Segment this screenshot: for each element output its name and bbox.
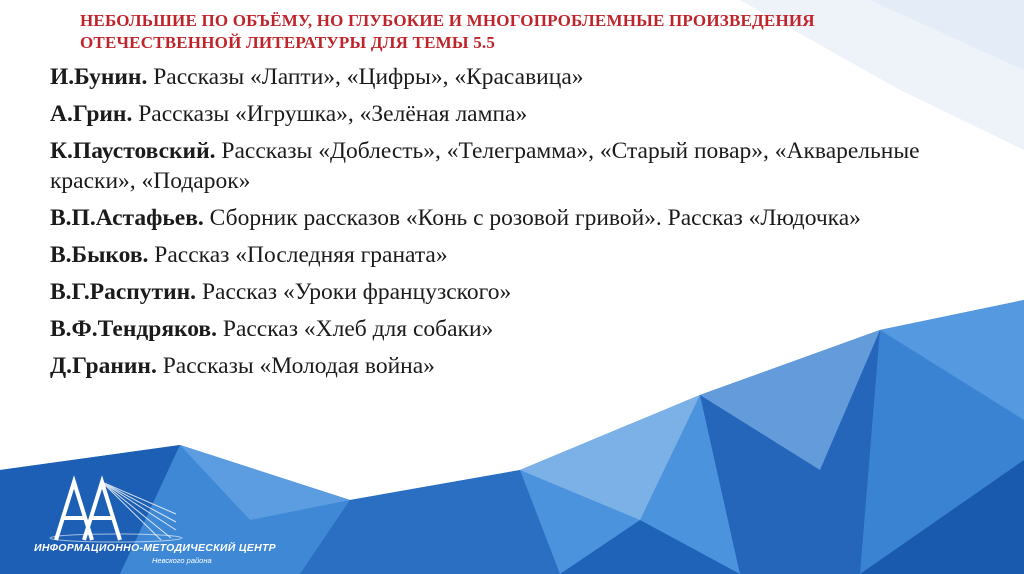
author-name: В.Г.Распутин. <box>50 279 197 305</box>
author-name: В.П.Астафьев. <box>50 205 204 231</box>
title-line-2: ОТЕЧЕСТВЕННОЙ ЛИТЕРАТУРЫ ДЛЯ ТЕМЫ 5.5 <box>80 33 496 52</box>
imc-logo <box>28 474 298 569</box>
logo-mark-icon <box>46 474 186 544</box>
list-item <box>50 351 980 381</box>
list-item <box>50 136 980 196</box>
author-name: И.Бунин. <box>50 64 148 90</box>
title-line-1: НЕБОЛЬШИЕ ПО ОБЪЁМУ, НО ГЛУБОКИЕ И МНОГОПРОБЛЕМНЫЕ ПРОИЗВЕДЕНИЯ <box>80 11 815 30</box>
author-name: Д.Гранин. <box>50 353 157 379</box>
logo-sub-text: Невского района <box>152 556 212 565</box>
works-text: Рассказ «Уроки французского» <box>196 279 512 305</box>
list-item <box>50 99 980 129</box>
list-item <box>50 277 980 307</box>
works-text: Рассказ «Последняя граната» <box>148 242 448 268</box>
list-item <box>50 314 980 344</box>
list-item <box>50 240 980 270</box>
list-item <box>50 62 980 92</box>
list-item <box>50 203 980 233</box>
works-text: Рассказы «Игрушка», «Зелёная лампа» <box>132 101 528 127</box>
slide-title <box>80 10 1000 54</box>
works-text: Рассказы «Молодая война» <box>156 353 435 379</box>
works-list <box>50 62 980 388</box>
works-text: Рассказ «Хлеб для собаки» <box>217 316 494 342</box>
author-name: К.Паустовский. <box>50 138 216 164</box>
works-text: Рассказы «Лапти», «Цифры», «Красавица» <box>147 64 584 90</box>
author-name: В.Быков. <box>50 242 149 268</box>
author-name: А.Грин. <box>50 101 133 127</box>
works-text: Сборник рассказов «Конь с розовой гривой». Рассказ «Людочка» <box>203 205 861 231</box>
works-text: Рассказы «Доблесть», «Телеграмма», «Старый повар», «Акварельные краски», «Подарок» <box>50 138 920 194</box>
logo-main-text: ИНФОРМАЦИОННО-МЕТОДИЧЕСКИЙ ЦЕНТР <box>34 542 276 554</box>
author-name: В.Ф.Тендряков. <box>50 316 217 342</box>
